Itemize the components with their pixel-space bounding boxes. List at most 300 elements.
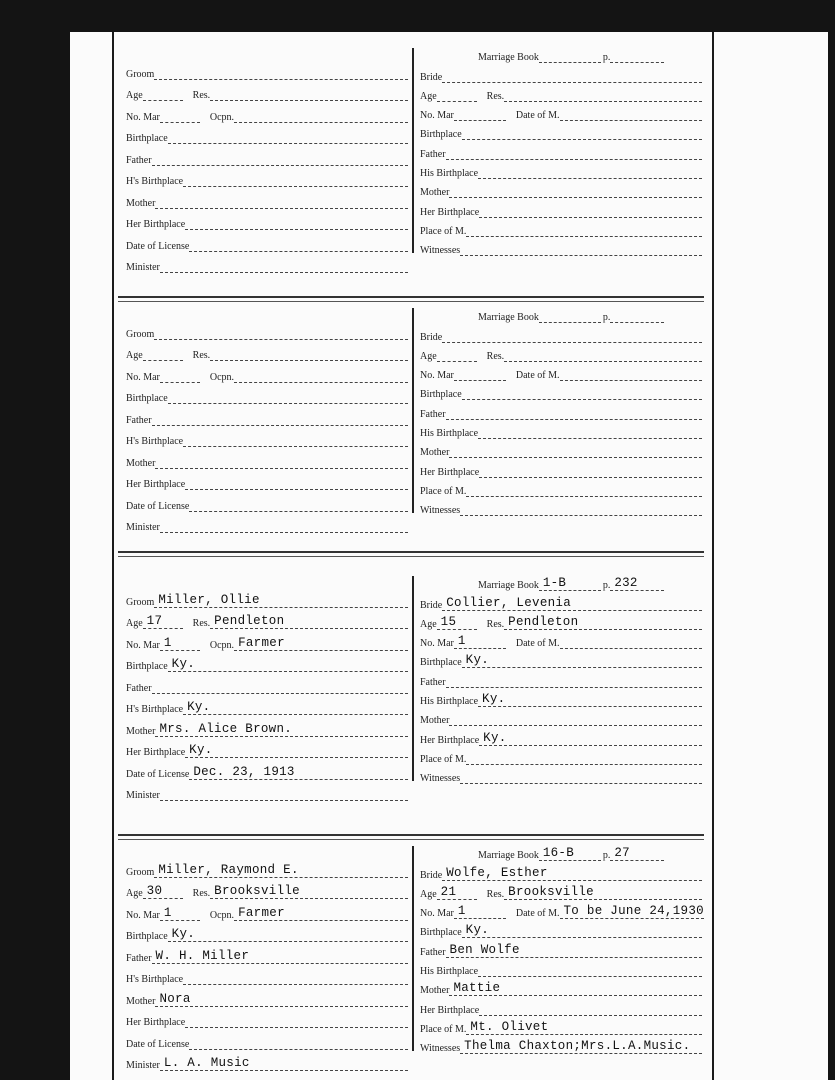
groom-mother-field[interactable] [155,194,408,209]
form-row-mother [126,715,408,737]
bride-witnesses-field[interactable] [460,501,702,516]
groom-no-mar-field[interactable]: 1 [160,636,200,651]
field-label-bride: Bride [420,869,443,881]
field-label-birthplace: Birthplace [420,129,462,141]
left-margin-rule [112,32,114,1080]
bride-place-of-m-field[interactable] [466,482,702,497]
form-row-no-mar [126,101,408,123]
form-row-age [420,611,702,630]
form-row-father [126,672,408,694]
form-row-her-birthplace [420,458,702,477]
form-row-birthplace [126,383,408,405]
groom-res-field[interactable] [210,86,408,101]
groom-date-of-license-field[interactable] [189,1035,408,1050]
bride-section [420,572,702,802]
form-row-name [420,591,702,610]
form-row-witnesses [420,765,702,784]
form-row-father [420,668,702,687]
groom-ocpn-field[interactable]: Farmer [234,906,408,921]
bride-date-of-m-field[interactable]: To be June 24,1930 [560,904,704,919]
groom-h-birthplace-field[interactable]: Ky. [183,700,408,715]
groom-minister-field[interactable] [160,786,408,801]
groom-name-field[interactable]: Miller, Raymond E. [154,863,408,878]
form-row-age [420,343,702,362]
field-label-res: Res. [486,888,505,900]
field-label-h-birthplace: H's Birthplace [126,704,184,715]
groom-age-field[interactable] [143,346,183,361]
field-label-mother: Mother [420,447,450,459]
form-row-witnesses [420,237,702,256]
field-label-age: Age [420,90,437,102]
bride-section [420,842,702,1072]
bride-witnesses-field[interactable] [460,769,702,784]
field-label-place-of-m: Place of M. [420,225,467,237]
form-row-birthplace [420,381,702,400]
form-row-age [126,878,408,900]
bride-father-field[interactable] [446,405,702,420]
field-label-witnesses: Witnesses [420,1043,461,1055]
form-row-name [420,63,702,82]
marriage-record-card [118,44,704,274]
field-label-h-birthplace: H's Birthplace [126,176,184,187]
bride-birthplace-field[interactable]: Ky. [462,653,702,668]
field-label-father: Father [420,408,446,420]
field-label-her-birthplace: Her Birthplace [126,479,186,490]
column-divider [412,48,414,253]
bride-res-field[interactable] [504,87,702,102]
right-margin-rule [712,32,714,1080]
form-row-place-of-m [420,746,702,765]
card-separator [118,834,704,840]
bride-age-field[interactable]: 15 [437,615,477,630]
bride-mother-field[interactable] [449,183,702,198]
groom-section [126,44,408,274]
groom-no-mar-field[interactable]: 1 [160,906,200,921]
bride-page-field[interactable]: 232 [610,576,664,591]
field-label-groom: Groom [126,68,155,80]
field-label-birthplace: Birthplace [126,931,168,942]
form-row-birthplace [126,651,408,673]
field-label-birthplace: Birthplace [126,661,168,672]
form-row-her-birthplace [420,996,702,1015]
bride-book-field[interactable] [539,308,601,323]
groom-date-of-license-field[interactable] [189,237,408,252]
groom-no-mar-field[interactable] [160,368,200,383]
field-label-bride: Bride [420,71,443,83]
form-row-book [420,44,702,63]
field-label-no-mar: No. Mar [420,110,454,122]
field-label-minister: Minister [126,522,160,533]
form-row-father [126,404,408,426]
form-row-name [420,323,702,342]
form-row-mother [420,439,702,458]
form-row-book [420,572,702,591]
bride-no-mar-field[interactable]: 1 [454,634,506,649]
form-row-birthplace [420,919,702,938]
field-label-ocpn: Ocpn. [209,111,235,123]
bride-mother-field[interactable] [449,443,702,458]
marriage-record-card [118,572,704,802]
groom-mother-field[interactable]: Mrs. Alice Brown. [155,722,408,737]
groom-her-birthplace-field[interactable] [185,1013,408,1028]
bride-no-mar-field[interactable] [454,106,506,121]
groom-section [126,304,408,534]
form-row-name [126,586,408,608]
bride-book-field[interactable]: 16-B [539,846,601,861]
form-row-mother [420,977,702,996]
field-label-place-of-m: Place of M. [420,1023,467,1035]
form-row-book [420,842,702,861]
form-row-minister [126,1050,408,1072]
form-row-witnesses [420,1035,702,1054]
groom-date-of-license-field[interactable] [189,497,408,512]
field-label-res: Res. [192,888,211,899]
groom-res-field[interactable]: Brooksville [210,884,408,899]
form-row-mother [126,187,408,209]
field-label-mother: Mother [420,187,450,199]
field-label-his-birthplace: His Birthplace [420,168,479,180]
groom-father-field[interactable] [152,151,408,166]
form-row-name [126,58,408,80]
field-label-mother: Mother [126,995,156,1007]
field-label-age: Age [420,618,437,630]
form-row-his-birthplace [420,958,702,977]
field-label-res: Res. [486,350,505,362]
form-row-birthplace [420,121,702,140]
field-label-date-of-license: Date of License [126,240,190,252]
field-label-groom: Groom [126,328,155,340]
field-label-mother: Mother [126,725,156,737]
groom-name-field[interactable]: Miller, Ollie [154,593,408,608]
field-label-h-birthplace: H's Birthplace [126,974,184,985]
field-label-date-of-m: Date of M. [515,110,560,122]
column-divider [412,846,414,1051]
column-divider [412,308,414,513]
form-row-date-of-license [126,490,408,512]
form-row-birthplace [420,649,702,668]
field-label-groom: Groom [126,596,155,608]
field-label-date-of-license: Date of License [126,500,190,512]
groom-mother-field[interactable]: Nora [155,992,408,1007]
form-row-minister [126,512,408,534]
bride-section [420,304,702,534]
field-label-mother: Mother [420,715,450,727]
form-row-book [420,304,702,323]
field-label-witnesses: Witnesses [420,773,461,785]
field-label-witnesses: Witnesses [420,505,461,517]
bride-witnesses-field[interactable] [460,241,702,256]
groom-no-mar-field[interactable] [160,108,200,123]
groom-age-field[interactable] [143,86,183,101]
groom-minister-field[interactable] [160,518,408,533]
bride-res-field[interactable]: Brooksville [504,885,702,900]
field-label-page: p. [602,580,611,592]
bride-no-mar-field[interactable] [454,366,506,381]
form-row-her-birthplace [126,737,408,759]
bride-her-birthplace-field[interactable] [479,1001,702,1016]
groom-her-birthplace-field[interactable]: Ky. [185,743,408,758]
form-row-father [126,942,408,964]
form-row-minister [126,780,408,802]
bride-birthplace-field[interactable] [462,385,702,400]
bride-section [420,44,702,274]
form-row-birthplace [126,123,408,145]
field-label-no-mar: No. Mar [420,370,454,382]
groom-h-birthplace-field[interactable] [183,432,408,447]
bride-page-field[interactable] [610,308,664,323]
form-row-father [420,400,702,419]
marriage-record-card [118,304,704,534]
field-label-no-mar: No. Mar [420,908,454,920]
bride-his-birthplace-field[interactable] [478,424,702,439]
field-label-date-of-license: Date of License [126,768,190,780]
bride-witnesses-field[interactable]: Thelma Chaxton;Mrs.L.A.Music. [460,1039,702,1054]
field-label-birthplace: Birthplace [420,389,462,401]
form-row-birthplace [126,921,408,943]
form-row-her-birthplace [126,469,408,491]
groom-age-field[interactable]: 17 [143,614,183,629]
bride-date-of-m-field[interactable] [560,366,703,381]
groom-minister-field[interactable]: L. A. Music [160,1056,408,1071]
form-row-father [420,938,702,957]
form-row-place-of-m [420,478,702,497]
field-label-date-of-m: Date of M. [515,638,560,650]
bride-age-field[interactable] [437,347,477,362]
form-row-age [420,83,702,102]
groom-birthplace-field[interactable] [168,129,408,144]
form-row-her-birthplace [126,209,408,231]
field-label-ocpn: Ocpn. [209,909,235,921]
bride-age-field[interactable] [437,87,477,102]
field-label-birthplace: Birthplace [420,927,462,939]
form-row-his-birthplace [420,420,702,439]
groom-name-field[interactable] [154,325,408,340]
groom-res-field[interactable] [210,346,408,361]
field-label-mother: Mother [420,985,450,997]
field-label-page: p. [602,850,611,862]
form-row-h-birthplace [126,426,408,448]
bride-father-field[interactable]: Ben Wolfe [446,943,702,958]
form-row-date-of-license [126,758,408,780]
groom-birthplace-field[interactable] [168,389,408,404]
form-row-minister [126,252,408,274]
field-label-no-mar: No. Mar [126,639,160,651]
form-row-no-mar [126,899,408,921]
form-row-his-birthplace [420,688,702,707]
field-label-her-birthplace: Her Birthplace [420,734,480,746]
field-label-her-birthplace: Her Birthplace [420,466,480,478]
field-label-minister: Minister [126,1060,160,1071]
form-row-place-of-m [420,218,702,237]
field-label-marriage-book: Marriage Book [478,580,539,592]
groom-h-birthplace-field[interactable] [183,970,408,985]
bride-place-of-m-field[interactable] [466,750,702,765]
form-row-mother [420,179,702,198]
field-label-res: Res. [192,350,211,361]
field-label-age: Age [420,350,437,362]
field-label-date-of-license: Date of License [126,1038,190,1050]
bride-res-field[interactable]: Pendleton [504,615,702,630]
field-label-age: Age [126,888,143,899]
field-label-father: Father [420,148,446,160]
bride-name-field[interactable]: Collier, Levenia [442,596,702,611]
bride-his-birthplace-field[interactable]: Ky. [478,692,702,707]
groom-age-field[interactable]: 30 [143,884,183,899]
field-label-mother: Mother [126,457,156,469]
bride-book-field[interactable] [539,48,601,63]
groom-mother-field[interactable] [155,454,408,469]
field-label-father: Father [126,154,152,166]
bride-name-field[interactable]: Wolfe, Esther [442,866,702,881]
bride-date-of-m-field[interactable] [560,634,703,649]
form-row-h-birthplace [126,166,408,188]
field-label-age: Age [420,888,437,900]
field-label-bride: Bride [420,331,443,343]
form-row-no-mar [420,362,702,381]
groom-minister-field[interactable] [160,258,408,273]
field-label-her-birthplace: Her Birthplace [420,206,480,218]
form-row-father [420,140,702,159]
field-label-her-birthplace: Her Birthplace [126,219,186,230]
field-label-father: Father [420,946,446,958]
bride-place-of-m-field[interactable] [466,222,702,237]
form-row-her-birthplace [126,1007,408,1029]
groom-father-field[interactable] [152,411,408,426]
bride-her-birthplace-field[interactable] [479,463,702,478]
field-label-father: Father [126,414,152,426]
field-label-his-birthplace: His Birthplace [420,428,479,440]
groom-her-birthplace-field[interactable] [185,475,408,490]
bride-res-field[interactable] [504,347,702,362]
field-label-ocpn: Ocpn. [209,371,235,383]
bride-book-field[interactable]: 1-B [539,576,601,591]
form-row-name [420,861,702,880]
field-label-res: Res. [486,90,505,102]
field-label-his-birthplace: His Birthplace [420,966,479,978]
bride-page-field[interactable]: 27 [610,846,664,861]
bride-name-field[interactable] [442,68,702,83]
field-label-place-of-m: Place of M. [420,485,467,497]
field-label-res: Res. [192,90,211,101]
form-row-her-birthplace [420,726,702,745]
field-label-page: p. [602,52,611,64]
field-label-h-birthplace: H's Birthplace [126,436,184,447]
field-label-minister: Minister [126,262,160,273]
form-row-no-mar [420,102,702,121]
bride-birthplace-field[interactable] [462,125,702,140]
bride-father-field[interactable] [446,145,702,160]
field-label-date-of-m: Date of M. [515,908,560,920]
bride-name-field[interactable] [442,328,702,343]
bride-place-of-m-field[interactable]: Mt. Olivet [466,1020,702,1035]
bride-his-birthplace-field[interactable] [478,164,702,179]
field-label-date-of-m: Date of M. [515,370,560,382]
bride-no-mar-field[interactable]: 1 [454,904,506,919]
groom-name-field[interactable] [154,65,408,80]
bride-date-of-m-field[interactable] [560,106,703,121]
bride-birthplace-field[interactable]: Ky. [462,923,702,938]
bride-his-birthplace-field[interactable] [478,962,702,977]
field-label-no-mar: No. Mar [126,371,160,383]
form-row-age [126,80,408,102]
form-row-his-birthplace [420,160,702,179]
bride-her-birthplace-field[interactable]: Ky. [479,731,702,746]
groom-res-field[interactable]: Pendleton [210,614,408,629]
field-label-father: Father [126,952,152,964]
form-row-age [126,608,408,630]
groom-date-of-license-field[interactable]: Dec. 23, 1913 [189,765,408,780]
groom-father-field[interactable]: W. H. Miller [152,949,408,964]
field-label-no-mar: No. Mar [420,638,454,650]
field-label-age: Age [126,90,143,101]
form-row-date-of-license [126,1028,408,1050]
field-label-witnesses: Witnesses [420,245,461,257]
form-row-no-mar [126,361,408,383]
groom-h-birthplace-field[interactable] [183,172,408,187]
form-row-h-birthplace [126,694,408,716]
groom-ocpn-field[interactable] [234,368,408,383]
form-row-name [126,318,408,340]
form-row-name [126,856,408,878]
form-row-mother [420,707,702,726]
field-label-birthplace: Birthplace [126,393,168,404]
form-row-age [126,340,408,362]
groom-section [126,842,408,1072]
marriage-record-card [118,842,704,1072]
form-row-no-mar [420,900,702,919]
form-row-her-birthplace [420,198,702,217]
groom-her-birthplace-field[interactable] [185,215,408,230]
field-label-mother: Mother [126,197,156,209]
form-row-father [126,144,408,166]
field-label-his-birthplace: His Birthplace [420,696,479,708]
field-label-father: Father [126,682,152,694]
field-label-place-of-m: Place of M. [420,753,467,765]
form-row-place-of-m [420,1016,702,1035]
bride-page-field[interactable] [610,48,664,63]
field-label-res: Res. [192,618,211,629]
field-label-marriage-book: Marriage Book [478,52,539,64]
form-row-no-mar [420,630,702,649]
groom-father-field[interactable] [152,679,408,694]
field-label-page: p. [602,312,611,324]
field-label-groom: Groom [126,866,155,878]
field-label-her-birthplace: Her Birthplace [126,747,186,758]
field-label-ocpn: Ocpn. [209,639,235,651]
field-label-age: Age [126,350,143,361]
card-separator [118,551,704,557]
form-row-age [420,881,702,900]
field-label-her-birthplace: Her Birthplace [420,1004,480,1016]
groom-birthplace-field[interactable]: Ky. [168,927,408,942]
field-label-marriage-book: Marriage Book [478,850,539,862]
groom-ocpn-field[interactable] [234,108,408,123]
form-row-date-of-license [126,230,408,252]
groom-ocpn-field[interactable]: Farmer [234,636,408,651]
field-label-birthplace: Birthplace [420,657,462,669]
bride-father-field[interactable] [446,673,702,688]
bride-age-field[interactable]: 21 [437,885,477,900]
column-divider [412,576,414,781]
field-label-no-mar: No. Mar [126,909,160,921]
field-label-bride: Bride [420,599,443,611]
groom-birthplace-field[interactable]: Ky. [168,657,408,672]
bride-mother-field[interactable] [449,711,702,726]
bride-mother-field[interactable]: Mattie [449,981,702,996]
form-row-mother [126,985,408,1007]
groom-section [126,572,408,802]
bride-her-birthplace-field[interactable] [479,203,702,218]
